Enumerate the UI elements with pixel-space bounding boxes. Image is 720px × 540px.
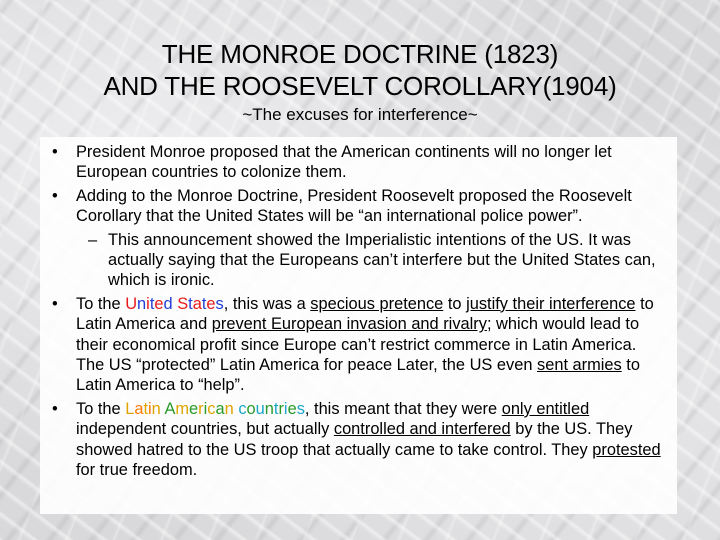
colored-letter: n xyxy=(224,399,234,418)
colored-letter: e xyxy=(206,294,216,313)
bullet-marker: • xyxy=(52,186,58,205)
underlined-phrase: controlled and interfered xyxy=(333,420,511,439)
colored-letter: t xyxy=(273,399,279,418)
colored-letter: c xyxy=(238,399,247,418)
sub-bullet-text-imperialism: This announcement showed the Imperialistic intentions of the US. It was actually saying that the Europeans can’t interfere but the United States can, which is ironic. xyxy=(108,230,656,290)
colored-letter: L xyxy=(125,399,135,418)
colored-letter: t xyxy=(149,294,155,313)
bullet-item-latin-america xyxy=(48,399,668,481)
colored-letter: s xyxy=(215,294,224,313)
colored-phrase-united-states xyxy=(125,295,224,313)
bullet-text-latin-america xyxy=(76,400,661,479)
colored-letter: n xyxy=(264,399,274,418)
colored-letter: r xyxy=(278,399,284,418)
bullet-marker: • xyxy=(52,143,58,161)
bullet-text-roosevelt: Adding to the Monroe Doctrine, President Roosevelt proposed the Roosevelt Corollary that the United States will be “an international police power”. xyxy=(76,186,632,226)
colored-letter: i xyxy=(203,399,208,418)
colored-letter: t xyxy=(143,399,149,418)
colored-letter: U xyxy=(125,294,138,313)
bullet-marker: • xyxy=(52,294,58,313)
text-segment: ; which would lead to their economical profit since Europe can’t restrict commerce in Latin America. The US “protected” Latin America for peace Later, the US even xyxy=(76,315,640,375)
colored-letter: i xyxy=(283,399,288,418)
text-segment: independent countries, but actually xyxy=(76,420,334,439)
dash-marker: – xyxy=(88,230,98,249)
colored-letter: r xyxy=(198,399,204,418)
underlined-phrase: justify their interference xyxy=(466,294,636,313)
text-segment: , this meant that they were xyxy=(304,399,502,418)
colored-letter: c xyxy=(207,399,216,418)
bullet-list xyxy=(48,142,668,484)
colored-letter: d xyxy=(163,294,173,313)
text-segment: , this was a xyxy=(223,294,311,313)
underlined-phrase: sent armies xyxy=(537,356,622,375)
bullet-marker: • xyxy=(52,399,58,418)
colored-phrase-latin-american-countries xyxy=(125,400,305,418)
colored-letter: e xyxy=(287,399,297,418)
colored-letter: n xyxy=(151,399,161,418)
colored-letter: a xyxy=(215,399,225,418)
colored-letter: o xyxy=(246,399,256,418)
text-segment: by the US. They showed hatred to the US troop that actually came to take control. They xyxy=(76,420,633,459)
text-segment: to Latin America to “help”. xyxy=(76,356,640,395)
text-segment: to xyxy=(443,294,467,313)
slide-title-line-2: AND THE ROOSEVELT COROLLARY(1904) xyxy=(103,71,617,101)
colored-letter: i xyxy=(148,399,152,418)
colored-letter: a xyxy=(134,399,144,418)
underlined-phrase: only entitled xyxy=(501,399,590,418)
text-segment: to Latin America and xyxy=(76,294,654,334)
underlined-phrase: protested xyxy=(592,440,661,459)
colored-letter: a xyxy=(192,294,202,313)
slide-title-line-1: THE MONROE DOCTRINE (1823) xyxy=(161,39,559,69)
bullet-item-monroe xyxy=(48,142,668,183)
underlined-phrase: prevent European invasion and rivalry xyxy=(211,315,487,334)
colored-letter: u xyxy=(255,399,265,418)
colored-letter: m xyxy=(175,399,190,418)
bullet-text-monroe: President Monroe proposed that the American continents will no longer let European countries to colonize them. xyxy=(76,143,612,182)
sub-bullet-imperialism xyxy=(48,230,668,291)
colored-letter: S xyxy=(177,294,189,313)
text-segment: To the xyxy=(76,294,126,313)
bullet-item-roosevelt xyxy=(48,186,668,227)
colored-letter: i xyxy=(146,294,150,313)
colored-letter: t xyxy=(201,294,207,313)
slide-subtitle: ~The excuses for interference~ xyxy=(242,105,478,124)
title-block xyxy=(0,38,720,126)
colored-letter: t xyxy=(188,294,193,313)
colored-letter: s xyxy=(296,399,305,418)
colored-letter: n xyxy=(137,294,147,313)
text-segment: To the xyxy=(76,399,126,418)
colored-letter: A xyxy=(164,399,176,418)
text-segment: for true freedom. xyxy=(76,461,198,480)
underlined-phrase: specious pretence xyxy=(310,294,444,313)
bullet-text-united-states xyxy=(76,295,654,395)
colored-letter: e xyxy=(189,399,199,418)
colored-letter: e xyxy=(154,294,164,313)
bullet-item-united-states xyxy=(48,294,668,396)
